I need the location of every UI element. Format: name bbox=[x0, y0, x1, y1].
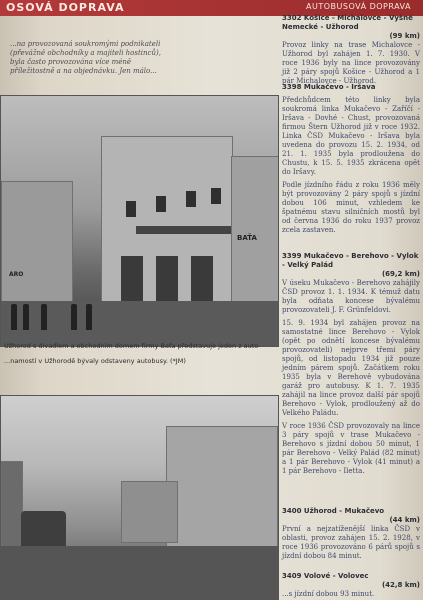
shop-door bbox=[121, 256, 143, 304]
kiosk bbox=[121, 481, 178, 543]
route-text: V roce 1936 ČSD provozovaly na lince 3 páry spojů v trase Mukačevo - Berehovo s jízdní dobou 50 minut, 1 pár Berehovo - Velký Palád (82 minut) a 1 pár Berehovo - Vylok (41 minut) a 1 pár Berehovo - Iletta. bbox=[282, 422, 420, 475]
route-3302 bbox=[282, 14, 420, 90]
banner bbox=[136, 226, 231, 234]
pedestrian bbox=[71, 304, 77, 330]
right-column bbox=[282, 0, 420, 600]
photo-buses-square bbox=[0, 395, 279, 600]
intro-text: ...na provozovaná soukromými podnikateli (převážně obchodníky a majiteli hostinců), byla často provozována více méně příležitostně a na objednávku. Jen málo... bbox=[10, 40, 161, 75]
route-text: Provoz linky na trase Michalovce - Užhorod byl zahájen 1. 7. 1930. V roce 1936 byly na lince provozovány již 2 páry spojů Košice - Užhorod a 1 pár Michalovce - Užhorod. bbox=[282, 41, 420, 85]
route-title: 3398 Mukačevo - Iršava bbox=[282, 83, 376, 91]
building-left bbox=[1, 181, 73, 303]
shop-door bbox=[191, 256, 213, 304]
building-right bbox=[231, 156, 279, 303]
photo-caption-1: Užhorod s divadlem a obchodním domem firmy Baťa představuje jeden z auto- bbox=[4, 342, 261, 350]
bus bbox=[21, 511, 66, 551]
corner-building bbox=[166, 426, 278, 548]
route-length: (99 km) bbox=[389, 32, 420, 40]
photo-uzhorod-bata bbox=[0, 95, 279, 347]
route-length: (69,2 km) bbox=[381, 270, 420, 278]
route-title: 3409 Volové - Volovec bbox=[282, 572, 369, 580]
route-text: V úseku Mukačevo - Berehovo zahájily ČSD provoz 1. 1. 1934. K témuž datu byla odňata koncese bývalému provozovateli J. F. Grünfeldovi. bbox=[282, 279, 420, 314]
route-length: (44 km) bbox=[389, 516, 420, 524]
route-3400 bbox=[282, 507, 420, 565]
section-title: OSOVÁ DOPRAVA bbox=[6, 1, 125, 14]
route-length: (42,8 km) bbox=[381, 581, 420, 589]
window bbox=[126, 201, 136, 217]
route-title: 3400 Užhorod - Mukačevo bbox=[282, 507, 385, 515]
route-3399 bbox=[282, 252, 420, 480]
route-text: Předchůdcem této linky byla soukromá linka Mukačevo - Zaříčí - Iršava - Dovhé - Chust, provozovaná firmou Štern Užhorod již v roce 1932. Linka ČSD Mukačevo - Iršava byla uvedena do provozu 15. 2. 1934, od 21. 1. 1935 byla prodloužena do Chustu, k 15. 5. 1935 zkrácena opět do Iršavy. bbox=[282, 96, 420, 176]
store-sign: BAŤA bbox=[237, 234, 257, 242]
left-store-sign: ARO bbox=[9, 271, 24, 278]
shop-door bbox=[156, 256, 178, 304]
route-text: ...s jízdní dobou 93 minut. bbox=[282, 590, 375, 598]
route-3409 bbox=[282, 572, 420, 600]
route-text: 15. 9. 1934 byl zahájen provoz na samostatné lince Berehovo - Vylok (opět po odnětí koncese bývalému provozovateli) nejprve třemi páry spojů, od listopadu 1934 již pouze jedním párem spojů. Začátkem roku 1935 byla v Berehově vybudována garáž pro autobusy. K 1. 7. 1935 zahájil na lince provoz další pár spojů Berehovo - Vylok, prodloužený až do Velkého Paládu. bbox=[282, 319, 420, 417]
photo-caption-2: ...namostí v Užhorodě bývaly odstaveny autobusy. (*JM) bbox=[4, 357, 186, 365]
window bbox=[186, 191, 196, 207]
route-title: 3302 Košice - Michalovce - Vyšné Nemecké - Užhorod bbox=[282, 14, 413, 31]
route-title: 3399 Mukačevo - Berehovo - Vylok - Velký Palád bbox=[282, 252, 419, 269]
pedestrian bbox=[41, 304, 47, 330]
pedestrian bbox=[11, 304, 17, 330]
pedestrian bbox=[23, 304, 29, 330]
route-text: První a nejzatíženější linka ČSD v oblasti, provoz zahájen 15. 2. 1928, v roce 1936 provozováno 6 párů spojů s jízdní dobou 84 minut. bbox=[282, 525, 420, 560]
route-3398 bbox=[282, 83, 420, 239]
window bbox=[211, 188, 221, 204]
running-head: AUTOBUSOVÁ DOPRAVA bbox=[306, 2, 411, 11]
window bbox=[156, 196, 166, 212]
route-text: Podle jízdního řádu z roku 1936 měly být provozovány 2 páry spojů s jízdní dobou 106 minut, vzhledem ke špatnému stavu silničních mostů byl od června 1936 do roku 1937 provoz zcela zastaven. bbox=[282, 181, 420, 234]
street bbox=[1, 546, 278, 600]
pedestrian bbox=[86, 304, 92, 330]
